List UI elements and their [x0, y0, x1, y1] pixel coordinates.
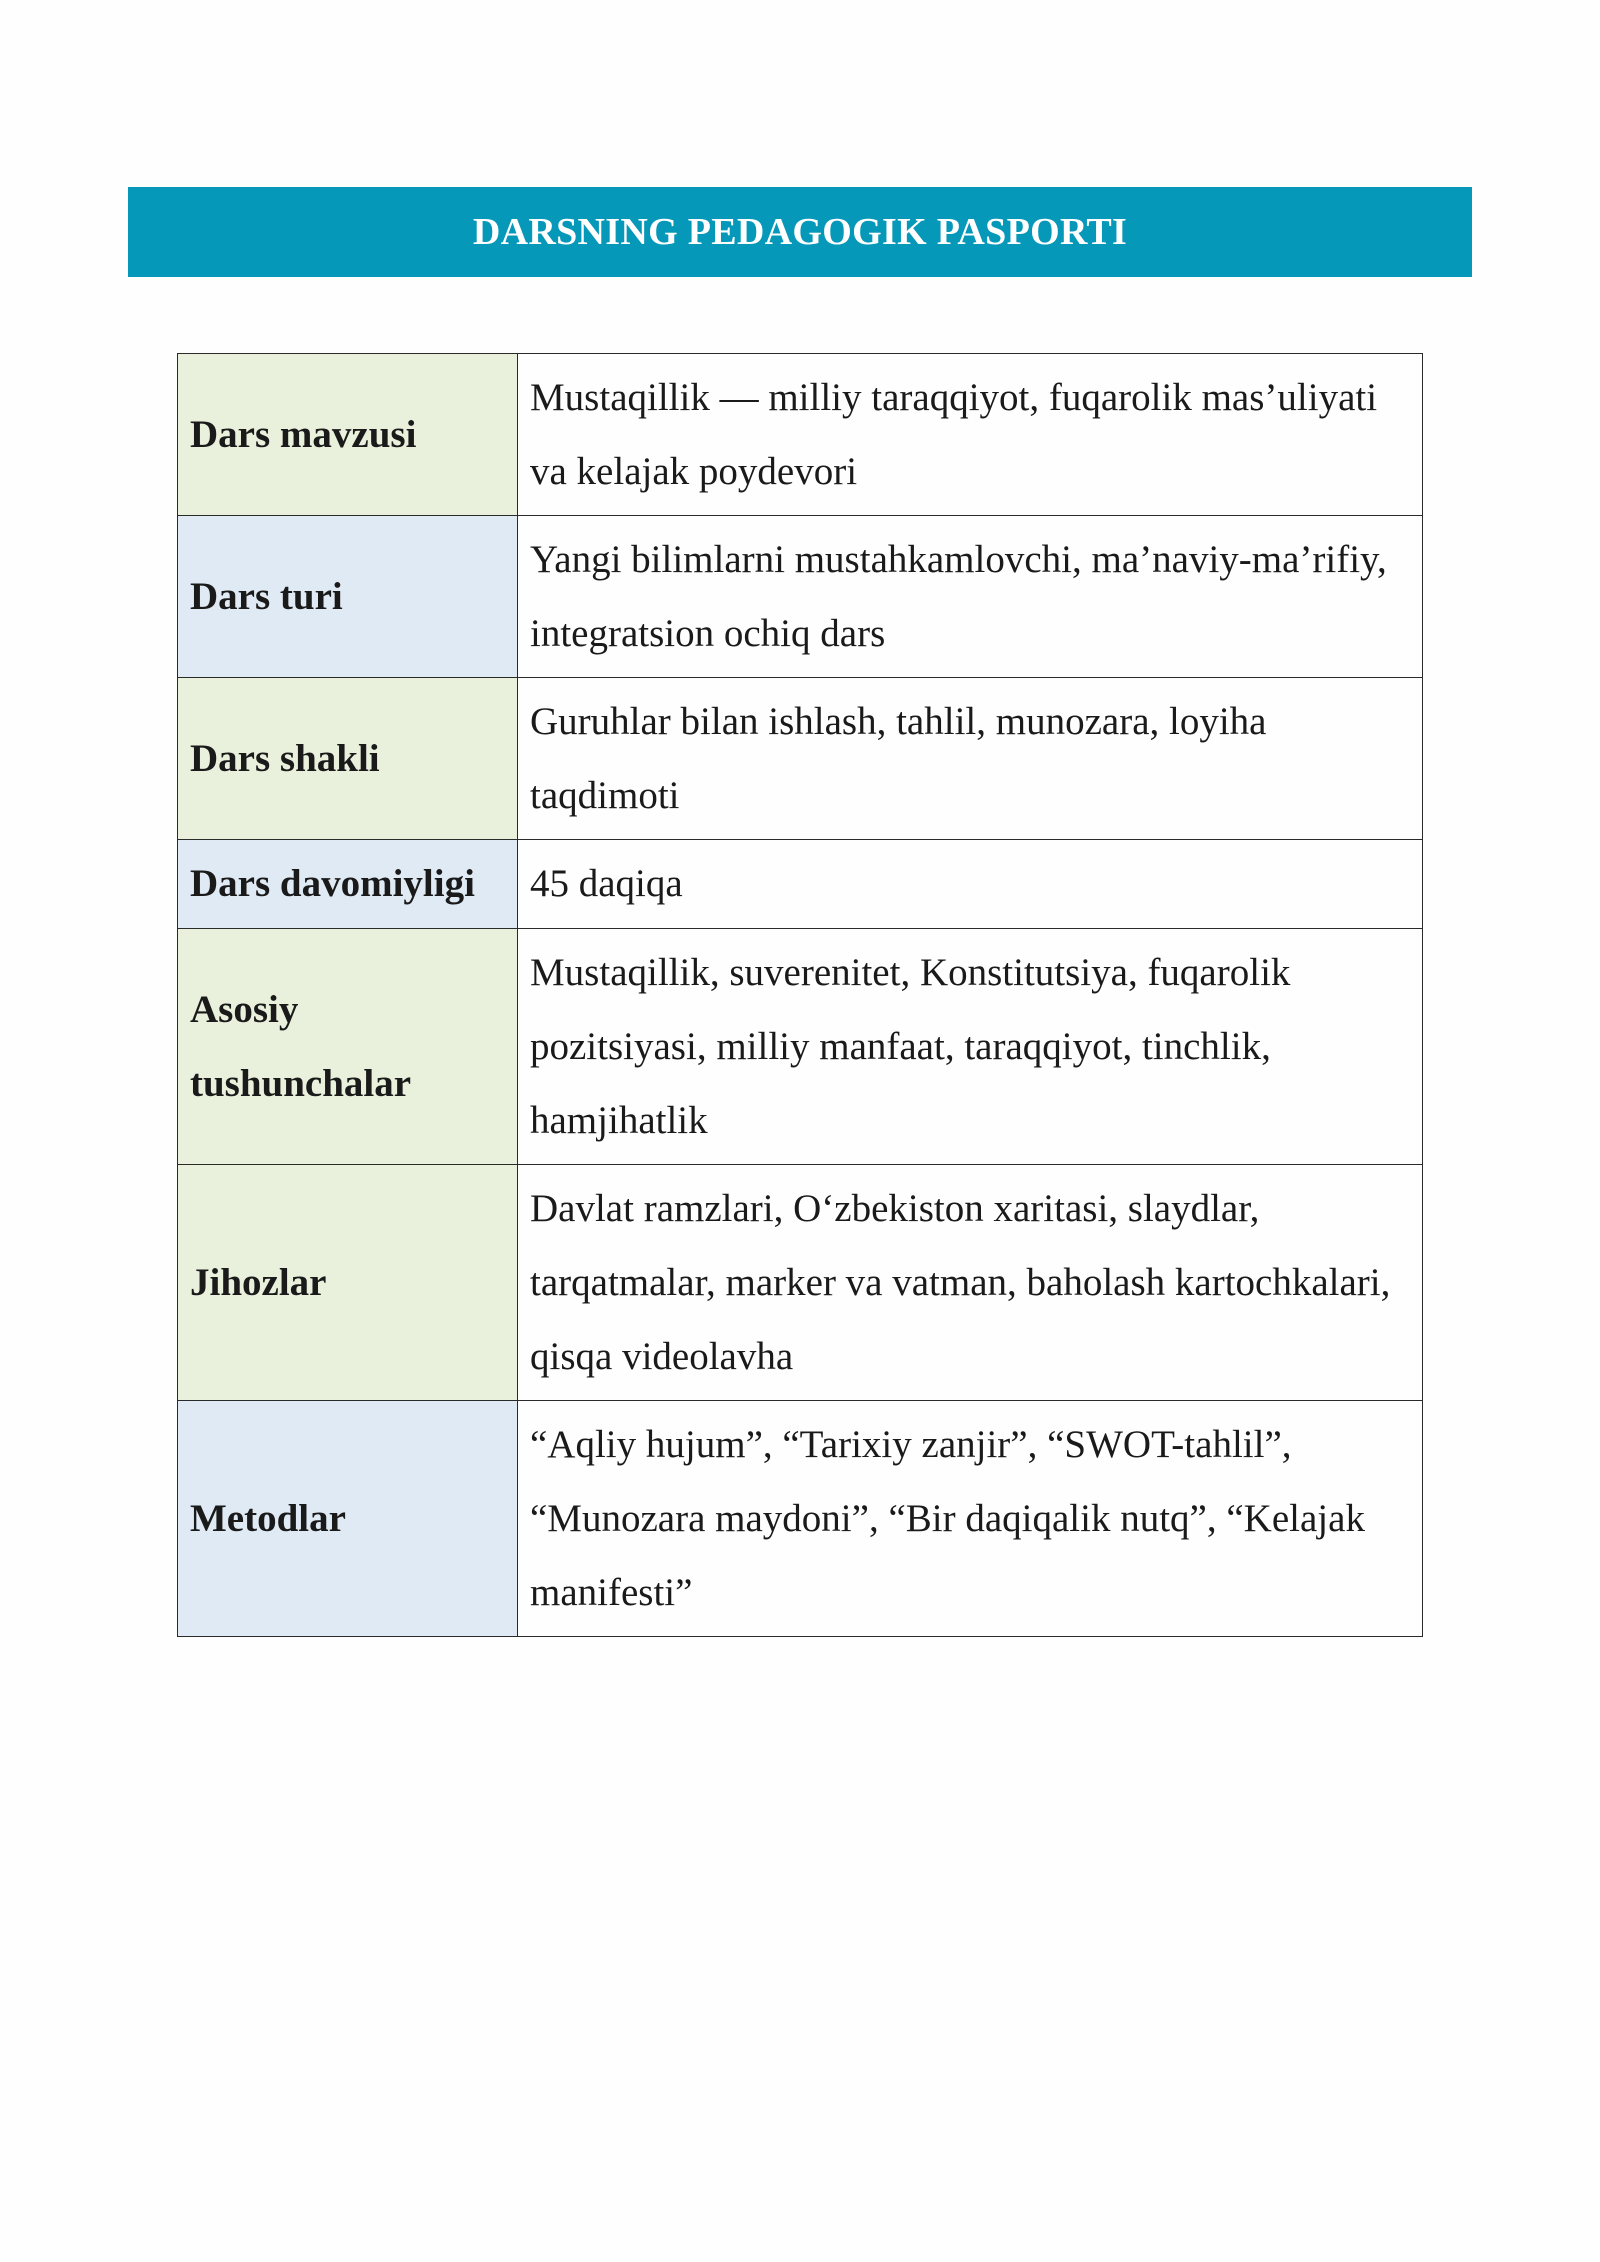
row-value: Mustaqillik, suverenitet, Konstitutsiya, fuqarolik pozitsiyasi, milliy manfaat, taraqqiyot, tinchlik, hamjihatlik — [518, 929, 1423, 1165]
row-label: Dars davomiyligi — [178, 840, 518, 929]
row-value: Yangi bilimlarni mustahkamlovchi, ma’naviy-ma’rifiy, integratsion ochiq dars — [518, 516, 1423, 678]
row-value: Davlat ramzlari, O‘zbekiston xaritasi, slaydlar, tarqatmalar, marker va vatman, baholash kartochkalari, qisqa videolavha — [518, 1165, 1423, 1401]
table-row — [178, 678, 1423, 840]
row-label: Jihozlar — [178, 1165, 518, 1401]
row-label: Dars turi — [178, 516, 518, 678]
row-label: Dars shakli — [178, 678, 518, 840]
pedagogical-passport-table — [177, 353, 1423, 1637]
table-row — [178, 929, 1423, 1165]
document-title: DARSNING PEDAGOGIK PASPORTI — [472, 211, 1128, 253]
table-row — [178, 1165, 1423, 1401]
table-row — [178, 840, 1423, 929]
title-banner — [128, 187, 1472, 277]
table-row — [178, 354, 1423, 516]
row-label: Metodlar — [178, 1401, 518, 1637]
table-row — [178, 1401, 1423, 1637]
row-value: Mustaqillik — milliy taraqqiyot, fuqarolik mas’uliyati va kelajak poydevori — [518, 354, 1423, 516]
row-value: “Aqliy hujum”, “Tarixiy zanjir”, “SWOT-tahlil”, “Munozara maydoni”, “Bir daqiqalik nutq”, “Kelajak manifesti” — [518, 1401, 1423, 1637]
row-value: Guruhlar bilan ishlash, tahlil, munozara, loyiha taqdimoti — [518, 678, 1423, 840]
row-label: Dars mavzusi — [178, 354, 518, 516]
row-label: Asosiy tushunchalar — [178, 929, 518, 1165]
table-row — [178, 516, 1423, 678]
row-value: 45 daqiqa — [518, 840, 1423, 929]
